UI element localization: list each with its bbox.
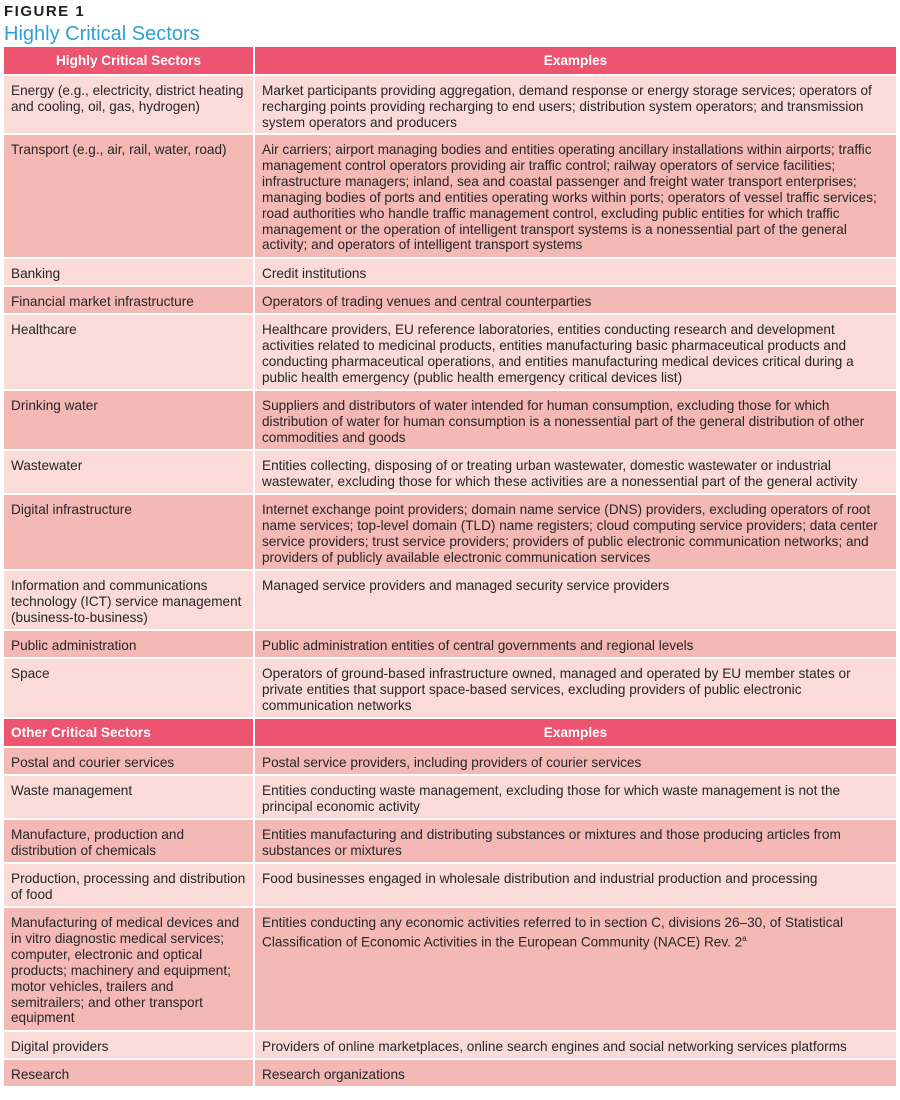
table-row: [4, 76, 896, 133]
sector-cell: Manufacture, production and distribution of chemicals: [4, 820, 253, 862]
examples-cell: Credit institutions: [255, 259, 896, 285]
table-row: [4, 908, 896, 1030]
critical-sectors-table: [4, 47, 896, 1088]
examples-cell: Suppliers and distributors of water intended for human consumption, excluding those for which distribution of water for human consumption is a nonessential part of the general distribution of other commodities and goods: [255, 391, 896, 449]
sector-cell: Public administration: [4, 631, 253, 657]
examples-cell: Providers of online marketplaces, online search engines and social networking services platforms: [255, 1032, 896, 1058]
table-row: [4, 748, 896, 774]
sector-cell: Postal and courier services: [4, 748, 253, 774]
table-row: [4, 315, 896, 389]
sector-cell: Digital infrastructure: [4, 495, 253, 569]
column-header-sectors: Highly Critical Sectors: [4, 47, 253, 74]
examples-cell: Internet exchange point providers; domain name service (DNS) providers, excluding operators of root name services; top-level domain (TLD) name registers; cloud computing service providers; data center service providers; trust service providers; providers of public electronic communication networks; and providers of publicly available electronic communication services: [255, 495, 896, 569]
table-row: [4, 571, 896, 629]
table-header-other-critical: [4, 719, 896, 746]
sector-cell: Transport (e.g., air, rail, water, road): [4, 135, 253, 257]
examples-cell: Operators of trading venues and central counterparties: [255, 287, 896, 313]
examples-cell: [255, 908, 896, 1030]
examples-cell: Healthcare providers, EU reference laboratories, entities conducting research and development activities related to medicinal products, entities manufacturing basic pharmaceutical products and conducting pharmaceutical operations, and entities manufacturing medical devices critical during a public health emergency (public health emergency critical devices list): [255, 315, 896, 389]
examples-cell: Research organizations: [255, 1060, 896, 1086]
table-row: [4, 1060, 896, 1086]
table-row: [4, 864, 896, 906]
column-header-examples: Examples: [255, 47, 896, 74]
table-row: [4, 820, 896, 862]
sector-cell: Space: [4, 659, 253, 717]
table-row: [4, 287, 896, 313]
sector-cell: Healthcare: [4, 315, 253, 389]
sector-cell: Energy (e.g., electricity, district heating and cooling, oil, gas, hydrogen): [4, 76, 253, 133]
table-row: [4, 659, 896, 717]
table-row: [4, 259, 896, 285]
sector-cell: Production, processing and distribution of food: [4, 864, 253, 906]
table-row: [4, 631, 896, 657]
sector-cell: Waste management: [4, 776, 253, 818]
examples-cell: Entities conducting waste management, excluding those for which waste management is not the principal economic activity: [255, 776, 896, 818]
examples-cell: Postal service providers, including providers of courier services: [255, 748, 896, 774]
sector-cell: Financial market infrastructure: [4, 287, 253, 313]
column-header-examples: Examples: [255, 719, 896, 746]
sector-cell: Digital providers: [4, 1032, 253, 1058]
table-row: [4, 391, 896, 449]
table-row: [4, 495, 896, 569]
figure-label: FIGURE 1: [4, 3, 86, 20]
examples-cell: Operators of ground-based infrastructure owned, managed and operated by EU member states or private entities that support space-based services, excluding providers of public electronic communication networks: [255, 659, 896, 717]
sector-cell: Drinking water: [4, 391, 253, 449]
table-row: [4, 1032, 896, 1058]
table-row: [4, 135, 896, 257]
examples-cell: Public administration entities of central governments and regional levels: [255, 631, 896, 657]
sector-cell: Banking: [4, 259, 253, 285]
sector-cell: Manufacturing of medical devices and in vitro diagnostic medical services; computer, electronic and optical products; machinery and equipment; motor vehicles, trailers and semitrailers; and other transport equipment: [4, 908, 253, 1030]
table-row: [4, 451, 896, 493]
table-header-highly-critical: [4, 47, 896, 74]
examples-cell: Entities manufacturing and distributing substances or mixtures and those producing articles from substances or mixtures: [255, 820, 896, 862]
examples-cell: Air carriers; airport managing bodies and entities operating ancillary installations within airports; traffic management control operators providing air traffic control; railway operators of service facilities; infrastructure managers; inland, sea and coastal passenger and freight water transport enterprises; managing bodies of ports and entities operating works within ports; operators of vessel traffic services; road authorities who handle traffic management control, excluding public entities for which traffic management or the operation of intelligent transport systems is a nonessential part of the general activity; and operators of intelligent transport systems: [255, 135, 896, 257]
sector-cell: Research: [4, 1060, 253, 1086]
examples-cell: Market participants providing aggregation, demand response or energy storage services; operators of recharging points providing recharging to end users; distribution system operators; and transmission system operators and producers: [255, 76, 896, 133]
footnote-mark: a: [742, 933, 747, 943]
column-header-sectors: Other Critical Sectors: [4, 719, 253, 746]
table-row: [4, 776, 896, 818]
examples-text: Entities conducting any economic activities referred to in section C, divisions 26–30, of Statistical Classification of Economic Activities in the European Community (NACE) Rev. 2: [262, 915, 844, 950]
examples-cell: Managed service providers and managed security service providers: [255, 571, 896, 629]
examples-cell: Food businesses engaged in wholesale distribution and industrial production and processing: [255, 864, 896, 906]
sector-cell: Wastewater: [4, 451, 253, 493]
examples-cell: Entities collecting, disposing of or treating urban wastewater, domestic wastewater or industrial wastewater, excluding those for which these activities are a nonessential part of the general activity: [255, 451, 896, 493]
figure-title: Highly Critical Sectors: [4, 23, 200, 45]
sector-cell: Information and communications technology (ICT) service management (business-to-business): [4, 571, 253, 629]
